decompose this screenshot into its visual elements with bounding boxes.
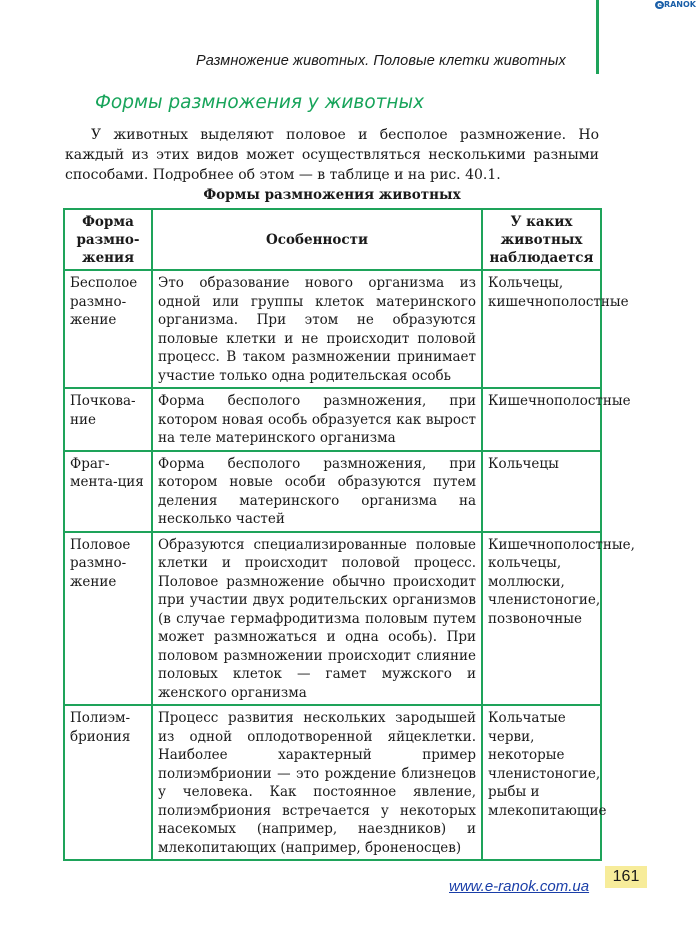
row-observed: Кольчатые черви, некоторые членистоногие, рыбы и млекопитающие (482, 705, 601, 860)
header-features: Особенности (152, 209, 482, 270)
reproduction-forms-table (63, 208, 635, 861)
publisher-logo (655, 0, 696, 9)
row-features: Это образование нового организма из одной или группы клеток материнского организма. При этом не образуются половые клетки и не происходит половой процесс. В таком размножении принимает участие только одна родительская особь (152, 270, 482, 388)
row-form: Бесполое размно-жение (64, 270, 152, 388)
row-observed: Кишечнополостные (482, 388, 601, 451)
section-title: Формы размножения у животных (95, 92, 425, 113)
table-row (64, 388, 601, 451)
table-title: Формы размножения животных (203, 187, 461, 203)
row-features: Процесс развития нескольких зародышей из одной оплодотворенной яйцеклетки. Наиболее характерный пример полиэмбрионии — это рождение близнецов у человека. Как постоянное явление, полиэмбриония встречается у некоторых насекомых (например, наездников) и млекопитающих (например, броненосцев) (152, 705, 482, 860)
table-row (64, 270, 601, 388)
row-form: Почкова-ние (64, 388, 152, 451)
publisher-url-link[interactable]: www.e-ranok.com.ua (449, 878, 590, 895)
intro-paragraph (65, 125, 599, 185)
table-header-row (64, 209, 601, 270)
row-form: Полиэм-бриония (64, 705, 152, 860)
table-row (64, 705, 601, 860)
row-observed: Кольчецы, кишечнополостные (482, 270, 601, 388)
intro-text: У животных выделяют половое и бесполое размножение. Но каждый из этих видов может осуществляться несколькими разными способами. Подробнее об этом — в таблице и на рис. 40.1. (65, 127, 599, 183)
running-head: Размножение животных. Половые клетки животных (196, 53, 566, 69)
row-features: Образуются специализированные половые клетки и происходит половой процесс. Половое размножение обычно происходит при участии двух родительских организмов (в случае гермафродитизма половым путем может размножаться и одна особь). При половом размножении происходит слияние половых клеток — гамет мужского и женского организма (152, 532, 482, 706)
page-number: 161 (605, 866, 647, 888)
row-form: Фраг-мента-ция (64, 451, 152, 532)
row-observed: Кольчецы (482, 451, 601, 532)
row-features: Форма бесполого размножения, при котором новые особи образуются путем деления материнского организма на несколько частей (152, 451, 482, 532)
header-form: Форма размно-жения (64, 209, 152, 270)
row-form: Половое размно-жение (64, 532, 152, 706)
row-features: Форма бесполого размножения, при котором новая особь образуется как вырост на теле материнского организма (152, 388, 482, 451)
header-observed: У каких животных наблюдается (482, 209, 601, 270)
logo-mark: e (657, 1, 662, 9)
table-row (64, 451, 601, 532)
header-accent-rule (596, 0, 599, 74)
table-row (64, 532, 601, 706)
logo-text: RANOK (663, 0, 696, 9)
row-observed: Кишечнополостные, кольчецы, моллюски, членистоногие, позвоночные (482, 532, 601, 706)
